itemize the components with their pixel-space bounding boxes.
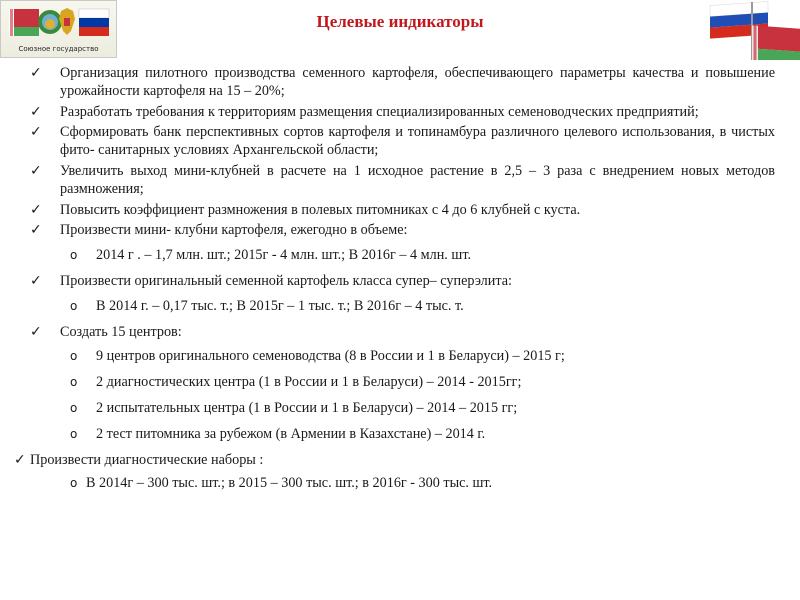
list-subitem-text: 2 диагностических центра (1 в России и 1 в Беларуси) – 2014 - 2015гг; [96, 374, 522, 391]
circle-bullet-icon: o [70, 476, 78, 491]
list-item [30, 65, 775, 101]
circle-bullet-icon: o [70, 298, 78, 313]
check-icon: ✓ [30, 272, 42, 289]
check-icon: ✓ [30, 323, 42, 340]
circle-bullet-icon: o [70, 375, 78, 390]
list-subitem [30, 400, 775, 418]
check-icon: ✓ [30, 65, 42, 81]
list-item [30, 202, 775, 220]
page-title: Целевые индикаторы [316, 12, 484, 31]
list-subitem [30, 426, 775, 444]
list-item-text: Произвести оригинальный семенной картофель класса супер– суперэлита: [60, 272, 512, 289]
list-item-text: Повысить коэффициент размножения в полевых питомниках с 4 до 6 клубней с куста. [60, 201, 581, 218]
list-item-text: Создать 15 центров: [60, 323, 182, 340]
list-subitem-text: 9 центров оригинального семеноводства (8 в России и 1 в Беларуси) – 2015 г; [96, 348, 565, 365]
list-item [30, 324, 775, 342]
check-icon: ✓ [30, 124, 42, 141]
list-subitem [30, 374, 775, 392]
list-subitem-text: В 2014 г. – 0,17 тыс. т.; В 2015г – 1 тыс. т.; В 2016г – 4 тыс. т. [96, 297, 464, 314]
circle-bullet-icon: o [70, 248, 78, 263]
check-icon: ✓ [30, 162, 42, 179]
list-item [30, 104, 775, 122]
list-item-text: Увеличить выход мини-клубней в расчете на 1 исходное растение в 2,5 – 3 раза с внедрением новых методов размножения; [60, 162, 775, 197]
list-subitem-text: 2 испытательных центра (1 в России и 1 в Беларуси) – 2014 – 2015 гг; [96, 399, 518, 416]
list-item [30, 273, 775, 291]
list-subitem [30, 247, 775, 265]
list-item [14, 452, 775, 470]
check-icon: ✓ [30, 103, 42, 120]
circle-bullet-icon: o [70, 426, 78, 441]
indicators-list [14, 65, 775, 501]
list-item [30, 222, 775, 240]
list-subitem-text: 2 тест питомника за рубежом (в Армении в Казахстане) – 2014 г. [96, 425, 486, 442]
list-item-text: Произвести диагностические наборы : [30, 451, 264, 468]
check-icon: ✓ [30, 201, 42, 218]
logo-caption: Союзное государство [18, 45, 99, 53]
list-item-text: Произвести мини- клубни картофеля, ежегодно в объеме: [60, 222, 408, 239]
list-subitem [30, 475, 775, 493]
check-icon: ✓ [30, 222, 42, 239]
circle-bullet-icon: o [70, 349, 78, 364]
list-item [30, 163, 775, 199]
list-subitem-text: В 2014г – 300 тыс. шт.; в 2015 – 300 тыс. шт.; в 2016г - 300 тыс. шт. [86, 475, 493, 492]
list-item-text: Сформировать банк перспективных сортов картофеля и топинамбура различного целевого использования, в чистых фито- санитарных условиях Архангельской области; [60, 124, 775, 159]
list-item [30, 124, 775, 160]
list-item-text: Разработать требования к территориям размещения специализированных семеноводческих предприятий; [60, 103, 699, 120]
list-subitem [30, 298, 775, 316]
flags-icon [704, 0, 800, 60]
list-subitem [30, 348, 775, 366]
list-item-text: Организация пилотного производства семенного картофеля, обеспечивающего параметры качества и повышение урожайности картофеля на 15 – 20%; [60, 65, 775, 99]
list-subitem-text: 2014 г . – 1,7 млн. шт.; 2015г - 4 млн. шт.; В 2016г – 4 млн. шт. [96, 247, 472, 264]
circle-bullet-icon: o [70, 400, 78, 415]
check-icon: ✓ [14, 451, 26, 468]
